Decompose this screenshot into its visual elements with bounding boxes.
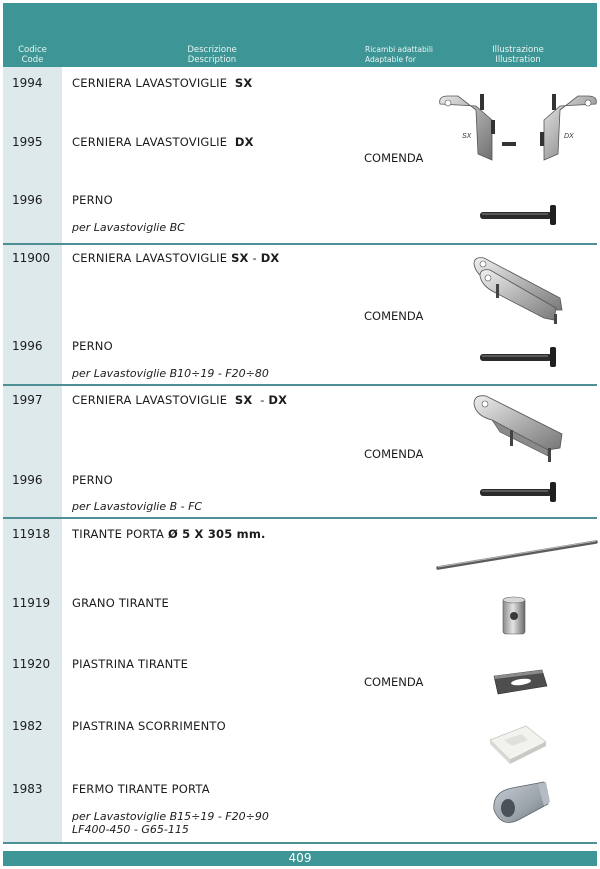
item-description: FERMO TIRANTE PORTA xyxy=(72,782,210,796)
pin-illustration xyxy=(478,345,560,369)
desc-text: CERNIERA LAVASTOVIGLIE xyxy=(72,76,228,90)
header-illus-en: Illustration xyxy=(495,55,541,65)
page-number: 409 xyxy=(288,851,312,865)
group-separator xyxy=(3,384,597,386)
compatible-brand: COMENDA xyxy=(364,675,424,689)
desc-text: TIRANTE PORTA xyxy=(72,527,165,541)
header-adapt-it: Ricambi adattabili xyxy=(365,45,433,54)
header-illustration xyxy=(458,45,578,65)
item-code: 1994 xyxy=(12,76,43,90)
desc-bold: SX xyxy=(234,76,253,90)
grub-screw-illustration xyxy=(500,594,528,638)
desc-bold: DX xyxy=(268,393,288,407)
item-description: PERNO xyxy=(72,193,113,207)
item-code: 11900 xyxy=(12,251,51,265)
hinge-illustration xyxy=(470,392,566,464)
item-note: per Lavastoviglie B10÷19 - F20÷80 xyxy=(72,367,269,380)
item-description xyxy=(72,251,280,265)
item-note: per Lavastoviglie BC xyxy=(72,221,185,234)
desc-dash: - xyxy=(252,393,269,407)
group-separator xyxy=(3,517,597,519)
sliding-plate-illustration xyxy=(486,722,550,764)
item-code: 11918 xyxy=(12,527,51,541)
group-separator xyxy=(3,243,597,245)
pin-illustration xyxy=(478,480,560,504)
desc-text: CERNIERA LAVASTOVIGLIE xyxy=(72,251,228,265)
header-desc-it: Descrizione xyxy=(187,45,237,55)
door-rod-illustration xyxy=(436,538,598,572)
desc-bold: SX xyxy=(234,393,253,407)
tie-plate-illustration xyxy=(490,668,550,696)
desc-text: CERNIERA LAVASTOVIGLIE xyxy=(72,135,228,149)
desc-text: CERNIERA LAVASTOVIGLIE xyxy=(72,393,228,407)
header-description xyxy=(62,45,362,65)
item-code: 1983 xyxy=(12,782,43,796)
item-description: PIASTRINA SCORRIMENTO xyxy=(72,719,226,733)
item-description xyxy=(72,135,254,149)
top-band xyxy=(3,3,597,40)
item-code: 1996 xyxy=(12,339,43,353)
item-code: 1996 xyxy=(12,473,43,487)
item-description: PERNO xyxy=(72,339,113,353)
header-code-en: Code xyxy=(21,55,44,65)
item-description: GRANO TIRANTE xyxy=(72,596,169,610)
item-note: LF400-450 - G65-115 xyxy=(72,823,189,836)
header-code xyxy=(3,45,62,65)
header-adapt-en: Adaptable for xyxy=(365,55,416,64)
hinge-illustration xyxy=(470,254,566,326)
group-separator xyxy=(3,842,597,844)
desc-dash: - xyxy=(248,251,261,265)
header-adaptable xyxy=(365,45,433,65)
item-description xyxy=(72,527,266,541)
item-code: 1996 xyxy=(12,193,43,207)
desc-bold: SX xyxy=(231,251,249,265)
header-code-it: Codice xyxy=(18,45,47,55)
hinge-pair-illustration xyxy=(436,92,600,162)
item-code: 11920 xyxy=(12,657,51,671)
header-desc-en: Description xyxy=(187,55,237,65)
item-code: 11919 xyxy=(12,596,51,610)
item-code: 1995 xyxy=(12,135,43,149)
compatible-brand: COMENDA xyxy=(364,151,424,165)
compatible-brand: COMENDA xyxy=(364,309,424,323)
header-illus-it: Illustrazione xyxy=(492,45,544,55)
item-description: PIASTRINA TIRANTE xyxy=(72,657,189,671)
desc-bold: DX xyxy=(260,251,280,265)
door-stop-illustration xyxy=(488,778,552,834)
illus-label-dx: DX xyxy=(564,133,574,140)
item-description xyxy=(72,76,252,90)
item-description: PERNO xyxy=(72,473,113,487)
item-code: 1997 xyxy=(12,393,43,407)
compatible-brand: COMENDA xyxy=(364,447,424,461)
item-code: 1982 xyxy=(12,719,43,733)
desc-bold: DX xyxy=(234,135,254,149)
item-note: per Lavastoviglie B - FC xyxy=(72,500,203,513)
table-header xyxy=(3,40,597,67)
item-note: per Lavastoviglie B15÷19 - F20÷90 xyxy=(72,810,269,823)
illus-label-sx: SX xyxy=(462,133,472,140)
item-description xyxy=(72,393,287,407)
desc-bold: Ø 5 X 305 mm. xyxy=(167,527,266,541)
pin-illustration xyxy=(478,203,560,227)
